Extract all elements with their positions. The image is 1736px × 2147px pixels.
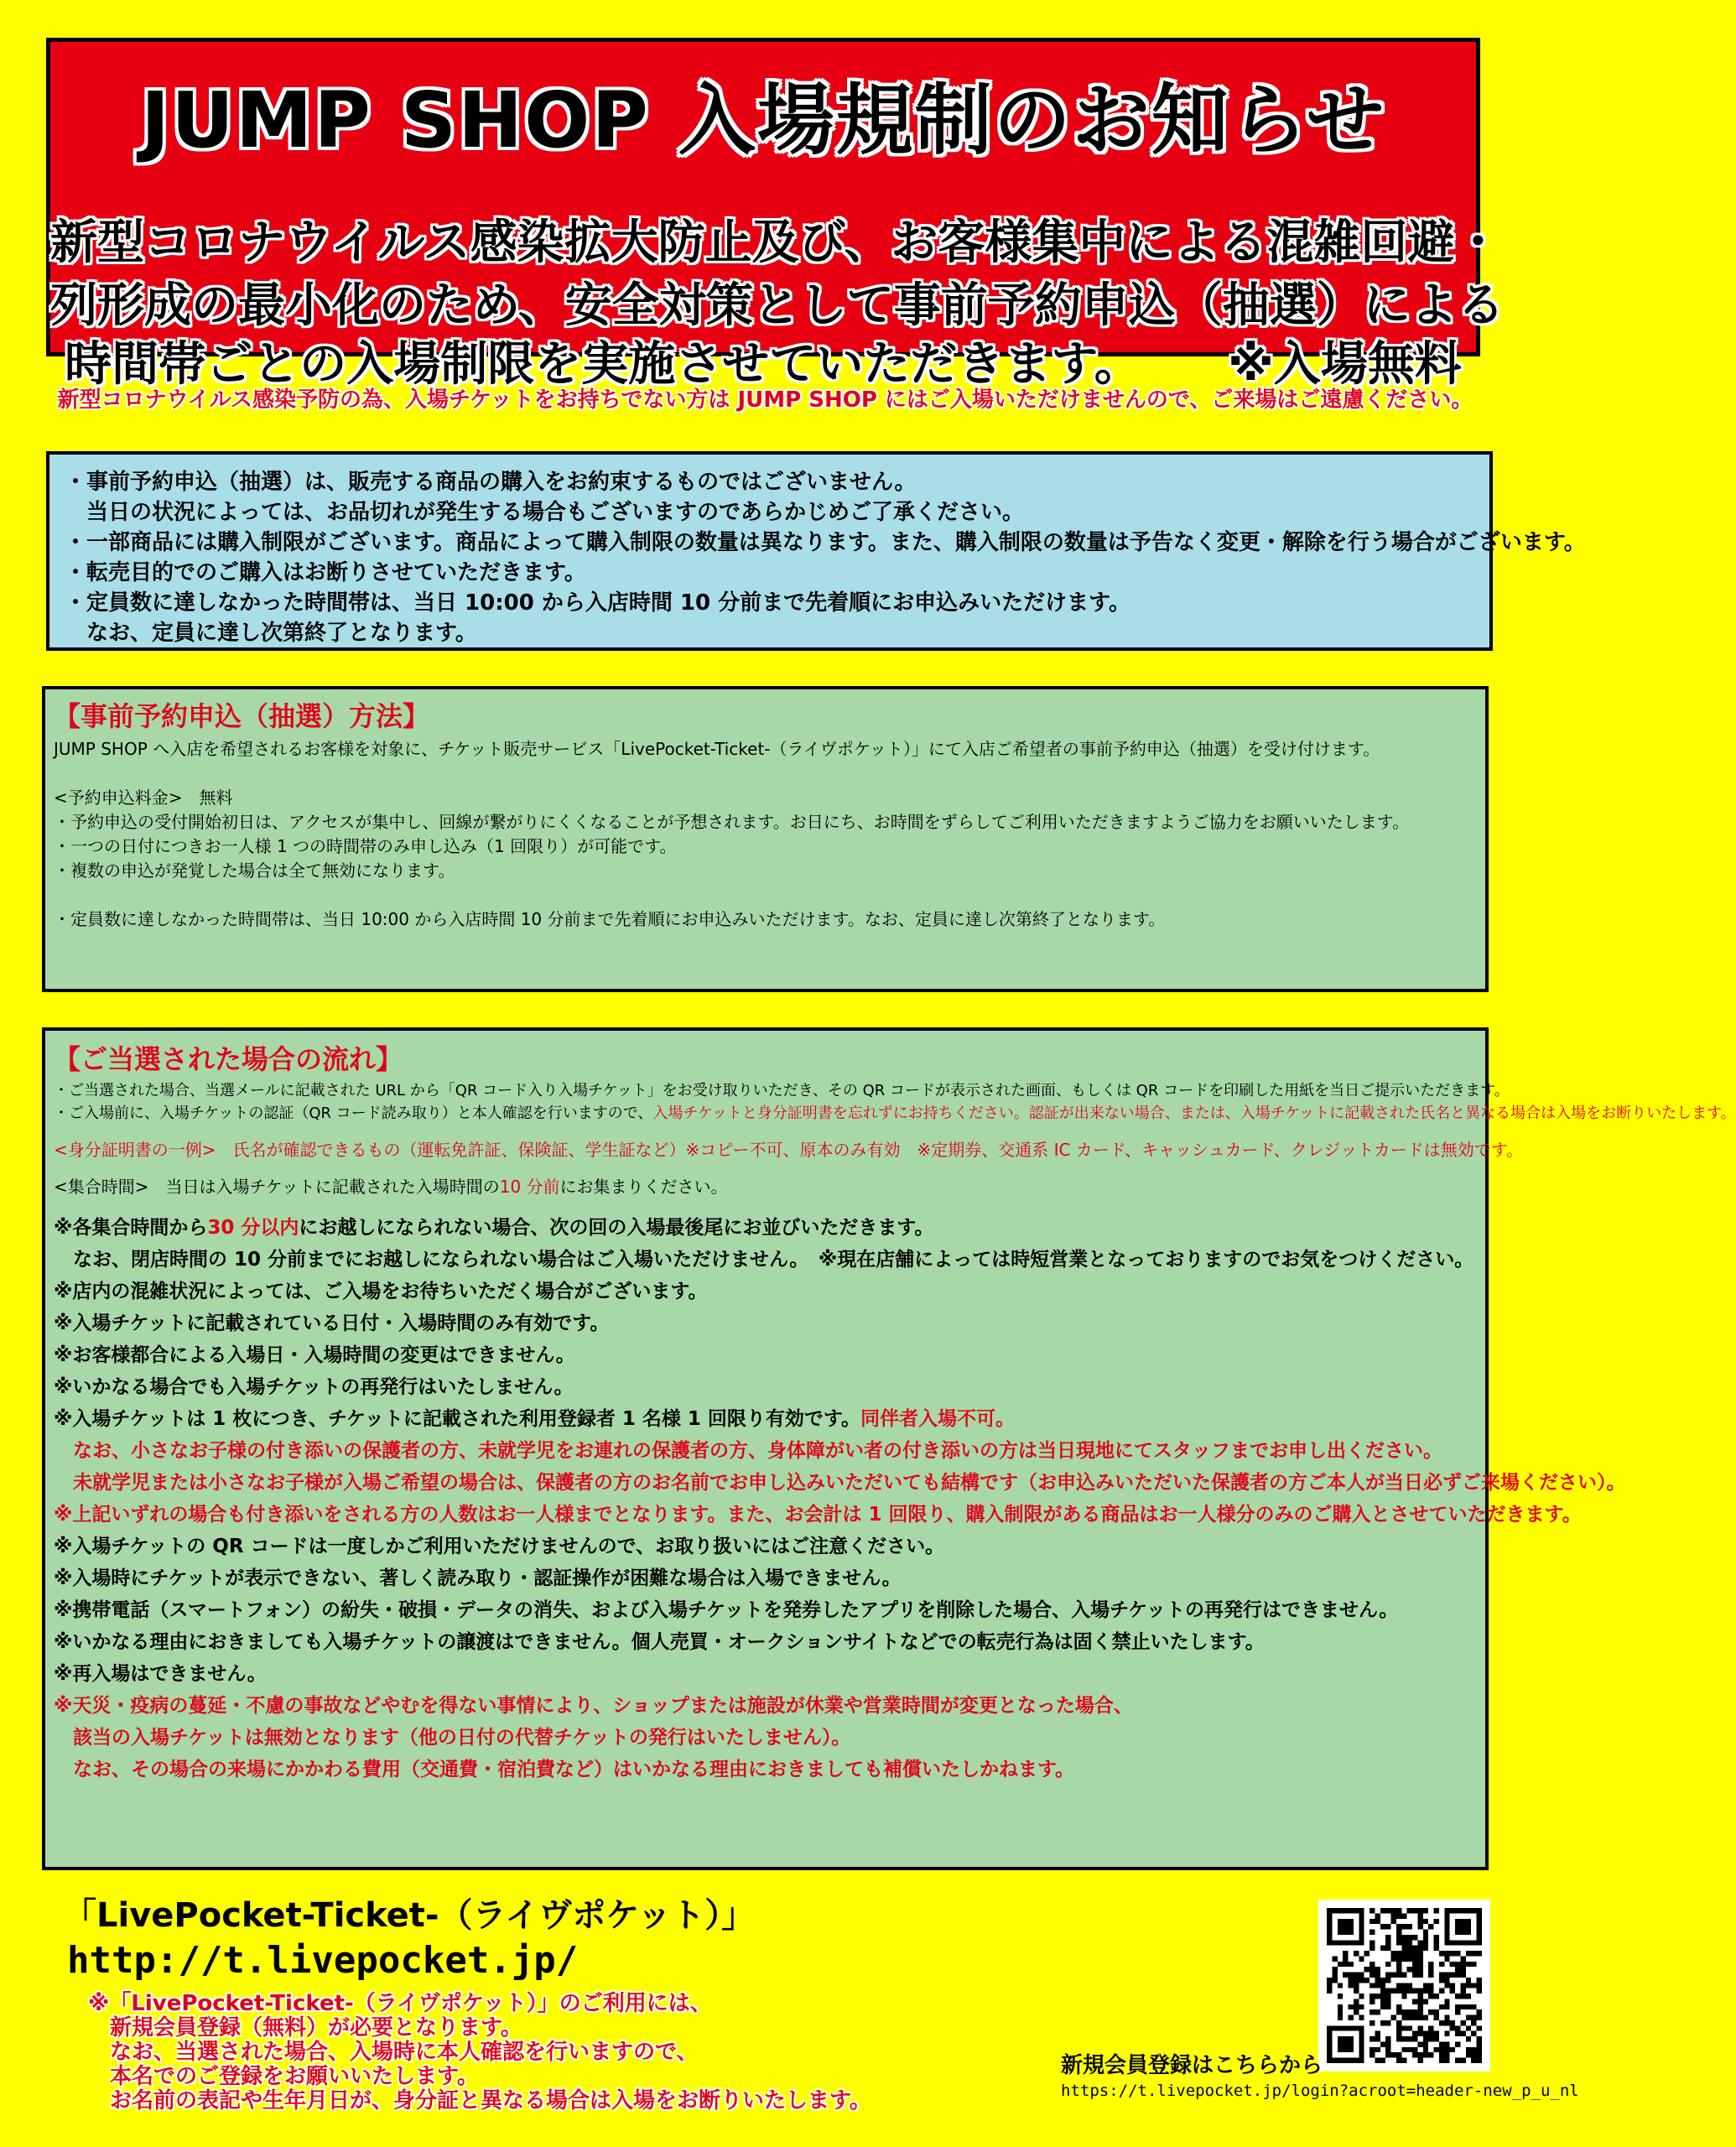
method-intro: JUMP SHOP へ入店を希望されるお客様を対象に、チケット販売サービス「LivePocket-Ticket-（ライヴポケット）」にて入店ご希望者の事前予約申込（抽選）を受け付けます。 <box>54 739 1380 759</box>
footer-note: 本名でのご登録をお願いいたします。 <box>88 2064 479 2089</box>
meet-text-end: にお集まりください。 <box>559 1177 728 1197</box>
rule-line: ※入場時にチケットが表示できない、著しく読み取り・認証操作が困難な場合は入場できません。 <box>54 1567 902 1589</box>
id-label: <身分証明書の一例> <box>54 1140 216 1160</box>
header-line-2: 列形成の最小化のため、安全対策として事前予約申込（抽選）による <box>50 278 1505 333</box>
note-line: 当日の状況によっては、お品切れが発生する場合もございますのであらかじめご了承ください。 <box>65 500 1025 525</box>
note-line: ・事前予約申込（抽選）は、販売する商品の購入をお約束するものではございません。 <box>65 470 917 495</box>
meet-label: <集合時間> <box>54 1177 149 1197</box>
note-line: なお、定員に達し次第終了となります。 <box>65 621 477 646</box>
rule-line <box>54 1403 1477 1435</box>
notes-box <box>46 451 1586 651</box>
rule-line: 該当の入場チケットは無効となります（他の日付の代替チケットの発行はいたしません）。 <box>54 1727 851 1749</box>
footer-note: 新規会員登録（無料）が必要となります。 <box>88 2015 522 2040</box>
meet-time-value: 10 分前 <box>499 1177 560 1197</box>
warning-text: 新型コロナウイルス感染予防の為、入場チケットをお持ちでない方は JUMP SHOP にはご入場いただけませんので、ご来場はご遠慮ください。 <box>57 387 1474 413</box>
rule-1a: ※各集合時間から <box>54 1217 208 1239</box>
qr-label: 新規会員登録はこちらから <box>1061 2053 1323 2078</box>
header-line-3: 時間帯ごとの入場制限を実施させていただきます。 ※入場無料 <box>65 337 1462 392</box>
rule-line: ※入場チケットに記載されている日付・入場時間のみ有効です。 <box>54 1313 610 1334</box>
rule-line: ※店内の混雑状況によっては、ご入場をお待ちいただく場合がございます。 <box>54 1281 708 1302</box>
rule-line: ※お客様都合による入場日・入場時間の変更はできません。 <box>54 1344 575 1366</box>
rule-line: ※再入場はできません。 <box>54 1663 267 1685</box>
method-item: ・予約申込の受付開始初日は、アクセスが集中し、回線が繋がりにくくなることが予想されます。お日にち、お時間をずらしてご利用いただきますようご協力をお願いいたします。 <box>54 812 1410 832</box>
method-item: ・複数の申込が発覚した場合は全て無効になります。 <box>54 860 455 881</box>
id-examples <box>54 1138 1524 1162</box>
rule-line: ※携帯電話（スマートフォン）の紛失・破損・データの消失、および入場チケットを発券したアプリを削除した場合、入場チケットの再発行はできません。 <box>54 1599 1399 1621</box>
rule-line: 未就学児または小さなお子様が入場ご希望の場合は、保護者の方のお名前でお申し込みいただいても結構です（お申込みいただいた保護者の方ご本人が当日必ずご来場ください）。 <box>54 1472 1626 1494</box>
rule-7a: ※入場チケットは 1 枚につき、チケットに記載された利用登録者 1 名様 1 回限り有効です。 <box>54 1408 861 1430</box>
header-line-1: 新型コロナウイルス感染拡大防止及び、お客様集中による混雑回避・ <box>50 216 1502 270</box>
footer-note: お名前の表記や生年月日が、身分証と異なる場合は入場をお断りいたします。 <box>88 2088 871 2113</box>
rule-line: なお、小さなお子様の付き添いの保護者の方、未就学児をお連れの保護者の方、身体障がい者の付き添いの方は当日現地にてスタッフまでお申し出ください。 <box>54 1440 1442 1462</box>
rule-1b: 30 分以内 <box>207 1217 299 1239</box>
method-heading: 【事前予約申込（抽選）方法】 <box>54 700 430 732</box>
flow-line-2 <box>54 1102 1736 1125</box>
rule-line: なお、閉店時間の 10 分前までにお越しになられない場合はご入場いただけません。 ※現在店舗によっては時短営業となっておりますのでお気をつけください。 <box>54 1249 1474 1271</box>
note-line: ・定員数に達しなかった時間帯は、当日 10:00 から入店時間 10 分前まで先着順にお申込みいただけます。 <box>65 590 1131 616</box>
rule-7b: 同伴者入場不可。 <box>860 1408 1016 1430</box>
method-fee: <予約申込料金> 無料 <box>54 788 233 808</box>
register-url-link[interactable]: https://t.livepocket.jp/login?acroot=header-new_p_u_nl <box>1061 2082 1579 2100</box>
rule-line: なお、その場合の来場にかかわる費用（交通費・宿泊費など）はいかなる理由におきましても補償いたしかねます。 <box>54 1759 1075 1781</box>
flow-line-2b: 入場チケットと身分証明書を忘れずにお持ちください。認証が出来ない場合、または、入場チケットに記載された氏名と異なる場合は入場をお断りいたします。 <box>652 1105 1736 1122</box>
flow-box <box>42 1027 1736 1870</box>
rule-line <box>54 1212 1477 1244</box>
qr-code-graphic <box>1327 1908 1482 2063</box>
rule-line: ※上記いずれの場合も付き添いをされる方の人数はお一人様までとなります。また、お会計は 1 回限り、購入制限がある商品はお一人様分のみのご購入とさせていただきます。 <box>54 1504 1582 1526</box>
note-line: ・一部商品には購入制限がございます。商品によって購入制限の数量は異なります。また、購入制限の数量は予告なく変更・解除を行う場合がございます。 <box>65 530 1586 555</box>
method-box <box>42 686 1489 992</box>
service-name: 「LivePocket-Ticket-（ライヴポケット）」 <box>63 1896 756 1935</box>
rule-line: ※いかなる場合でも入場チケットの再発行はいたしません。 <box>54 1376 574 1398</box>
footer-notes <box>88 1992 871 2113</box>
footer-note: なお、当選された場合、入場時に本人確認を行いますので、 <box>88 2040 699 2065</box>
rule-line: ※天災・疫病の蔓延・不慮の事故などやむを得ない事情により、ショップまたは施設が休業や営業時間が変更となった場合、 <box>54 1695 1133 1717</box>
meet-text: 当日は入場チケットに記載された入場時間の <box>148 1177 500 1197</box>
flow-line-1: ・ご当選された場合、当選メールに記載された URL から「QR コード入り入場チケット」をお受け取りいただき、その QR コードが表示された画面、もしくは QR コードを印刷した用紙を当日ご提示いただきます。 <box>54 1082 1510 1099</box>
method-last: ・定員数に達しなかった時間帯は、当日 10:00 から入店時間 10 分前まで先着順にお申込みいただけます。なお、定員に達し次第終了となります。 <box>54 909 1166 929</box>
flow-heading: 【ご当選された場合の流れ】 <box>54 1043 403 1075</box>
meet-time <box>54 1175 1477 1198</box>
rule-line: ※入場チケットの QR コードは一度しかご利用いただけませんので、お取り扱いにはご注意ください。 <box>54 1536 945 1557</box>
id-text: 氏名が確認できるもの（運転免許証、保険証、学生証など）※コピー不可、原本のみ有効 ※定期券、交通系 IC カード、キャッシュカード、クレジットカードは無効です。 <box>216 1140 1524 1160</box>
rule-1c: にお越しになられない場合、次の回の入場最後尾にお並びいただきます。 <box>299 1217 934 1239</box>
qr-code-icon[interactable] <box>1318 1900 1490 2072</box>
rule-line: ※いかなる理由におきましても入場チケットの譲渡はできません。個人売買・オークションサイトなどでの転売行為は固く禁止いたします。 <box>54 1631 1265 1653</box>
service-url-link[interactable]: http://t.livepocket.jp/ <box>67 1939 579 1982</box>
flow-line-2a: ・ご入場前に、入場チケットの認証（QR コード読み取り）と本人確認を行いますので、 <box>54 1105 653 1122</box>
footer-note: ※「LivePocket-Ticket-（ライヴポケット）」のご利用には、 <box>88 1991 712 2016</box>
note-line: ・転売目的でのご購入はお断りさせていただきます。 <box>65 560 586 585</box>
method-item: ・一つの日付につきお一人様 1 つの時間帯のみ申し込み（1 回限り）が可能です。 <box>54 836 677 856</box>
page-title: JUMP SHOP 入場規制のお知らせ <box>140 75 1386 165</box>
header-banner <box>46 38 1505 392</box>
